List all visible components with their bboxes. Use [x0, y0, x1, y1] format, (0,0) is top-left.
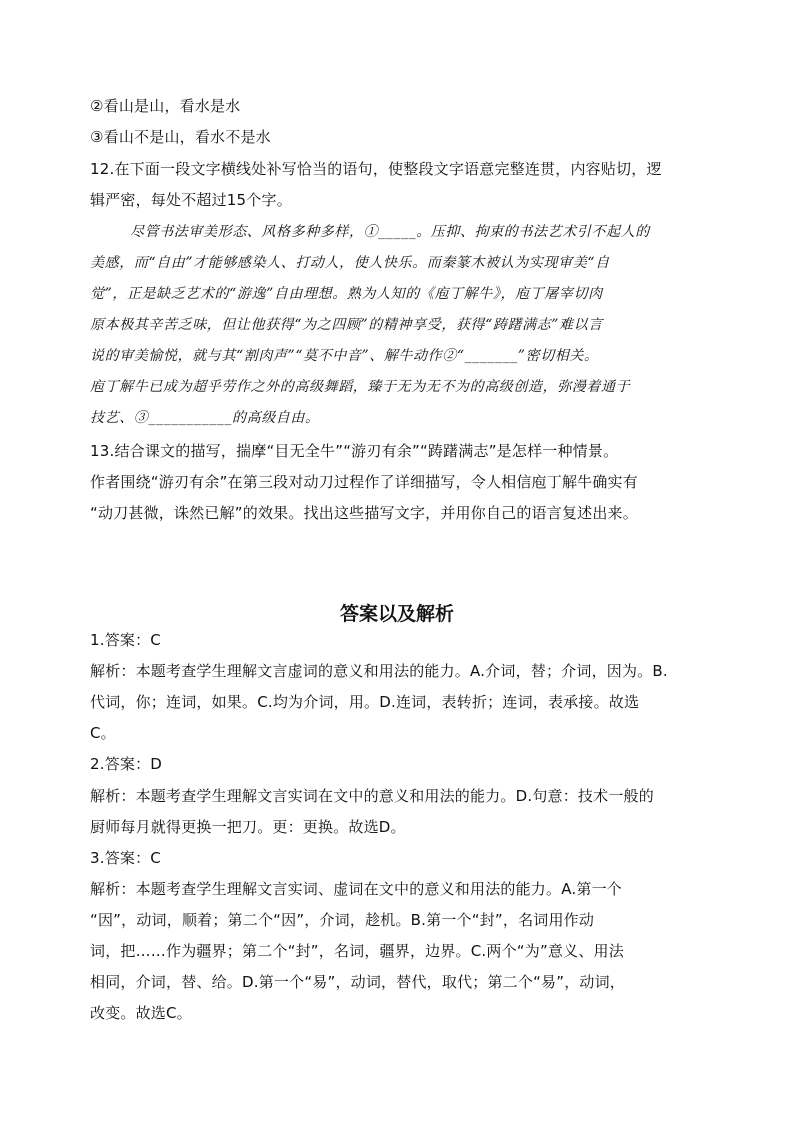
q12-passage-line: 尽管书法审美形态、风格多种多样，①_____。压抑、拘束的书法艺术引不起人的	[130, 224, 650, 240]
q12-prompt-line-2: 辑严密，每处不超过15个字。	[90, 191, 292, 209]
answer-line: C。	[90, 724, 116, 742]
q11-item-2: ②看山是山，看水是水	[90, 97, 241, 115]
answer-line: 解析：本题考查学生理解文言虚词的意义和用法的能力。A.介词，替；介词，因为。B.	[90, 662, 668, 680]
q12-passage-line: 原本极其辛苦乏味，但让他获得“为之四顾”的精神享受，获得“踌躇满志”难以言	[90, 317, 603, 333]
q12-prompt-line-1: 12.在下面一段文字横线处补写恰当的语句，使整段文字语意完整连贯，内容贴切，逻	[90, 160, 662, 178]
answer-line: 改变。故选C。	[90, 1004, 192, 1022]
answer-line: 1.答案：C	[90, 631, 161, 649]
answer-line: 3.答案：C	[90, 849, 161, 867]
answer-line: 厨师每月就得更换一把刀。更：更换。故选D。	[90, 818, 406, 836]
q11-item-3: ③看山不是山，看水不是水	[90, 128, 271, 146]
q12-passage-line: 技艺、③___________的高级自由。	[90, 410, 320, 426]
q12-passage-line: 说的审美愉悦，就与其“割肉声”“莫不中音”、解牛动作②“_______”密切相关。	[90, 348, 599, 364]
answer-line: 解析：本题考查学生理解文言实词在文中的意义和用法的能力。D.句意：技术一般的	[90, 787, 654, 805]
answer-line: 相同，介词，替、给。D.第一个“易”，动词，替代，取代；第二个“易”，动词，	[90, 973, 626, 991]
answer-line: 代词，你；连词，如果。C.均为介词，用。D.连词，表转折；连词，表承接。故选	[90, 693, 640, 711]
q12-passage-line: 庖丁解牛已成为超乎劳作之外的高级舞蹈，臻于无为无不为的高级创造，弥漫着通于	[90, 379, 631, 395]
q12-passage-line: 美感，而“自由”才能够感染人、打动人，使人快乐。而秦篆木被认为实现审美“自	[90, 255, 610, 271]
answers-heading: 答案以及解析	[339, 603, 454, 625]
q13-line: 作者围绕“游刃有余”在第三段对动刀过程作了详细描写，令人相信庖丁解牛确实有	[90, 473, 638, 491]
q13-line: “动刀甚微，诛然已解”的效果。找出这些描写文字，并用你自己的语言复述出来。	[90, 504, 638, 522]
answer-line: “因”，动词，顺着；第二个“因”，介词，趁机。B.第一个“封”，名词用作动	[90, 911, 595, 929]
answer-line: 词，把……作为疆界；第二个“封”，名词，疆界，边界。C.两个“为”意义、用法	[90, 942, 624, 960]
answer-line: 2.答案：D	[90, 755, 163, 773]
q13-line: 13.结合课文的描写，揣摩“目无全牛”“游刃有余”“踌躇满志”是怎样一种情景。	[90, 442, 619, 460]
answer-line: 解析：本题考查学生理解文言实词、虚词在文中的意义和用法的能力。A.第一个	[90, 880, 622, 898]
q12-passage-line: 觉”，正是缺乏艺术的“游逸”自由理想。熟为人知的《庖丁解牛》，庖丁屠宰切肉	[90, 286, 603, 302]
